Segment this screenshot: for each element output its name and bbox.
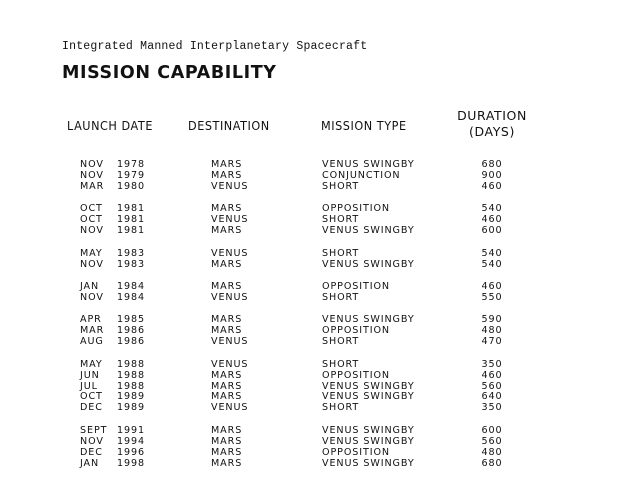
mission-type-cell: OPPOSITION <box>322 325 391 337</box>
destination-cell: VENUS <box>211 247 249 259</box>
header-destination: DESTINATION <box>188 118 270 133</box>
duration-cell: 680 <box>481 159 503 170</box>
launch-year-cell: 1981 <box>117 203 146 215</box>
launch-month-cell: NOV <box>80 159 104 170</box>
duration-cell: 540 <box>481 247 503 259</box>
mission-type-cell: SHORT <box>322 402 360 414</box>
launch-year-cell: 1981 <box>117 214 146 226</box>
duration-cell: 350 <box>481 402 503 414</box>
launch-month-cell: DEC <box>80 446 103 458</box>
table-row <box>0 181 624 192</box>
duration-cell: 460 <box>481 281 503 292</box>
mission-type-cell: VENUS SWINGBY <box>322 258 415 270</box>
launch-year-cell: 1985 <box>117 314 146 326</box>
duration-cell: 480 <box>481 325 503 337</box>
destination-cell: VENUS <box>211 402 249 414</box>
duration-cell: 350 <box>481 358 503 370</box>
destination-cell: MARS <box>211 435 243 447</box>
launch-year-cell: 1983 <box>117 247 146 259</box>
destination-cell: MARS <box>211 203 243 215</box>
mission-type-cell: VENUS SWINGBY <box>322 380 415 392</box>
mission-type-cell: SHORT <box>322 358 360 370</box>
destination-cell: MARS <box>211 258 243 270</box>
launch-year-cell: 1981 <box>117 225 146 237</box>
destination-cell: MARS <box>211 159 243 170</box>
duration-cell: 460 <box>481 180 503 192</box>
mission-type-cell: OPPOSITION <box>322 369 391 381</box>
mission-type-cell: VENUS SWINGBY <box>322 424 415 436</box>
launch-month-cell: DEC <box>80 402 103 414</box>
mission-type-cell: OPPOSITION <box>322 203 391 215</box>
mission-type-cell: CONJUNCTION <box>322 169 401 181</box>
mission-type-cell: VENUS SWINGBY <box>322 314 415 326</box>
mission-type-cell: VENUS SWINGBY <box>322 391 415 403</box>
launch-year-cell: 1988 <box>117 369 146 381</box>
duration-cell: 600 <box>481 225 503 237</box>
duration-cell: 900 <box>481 169 503 181</box>
launch-month-cell: SEPT <box>80 424 108 436</box>
duration-cell: 590 <box>481 314 503 326</box>
mission-type-cell: VENUS SWINGBY <box>322 225 415 237</box>
duration-cell: 460 <box>481 369 503 381</box>
duration-cell: 600 <box>481 424 503 436</box>
destination-cell: VENUS <box>211 214 249 226</box>
launch-year-cell: 1989 <box>117 391 146 403</box>
table-row <box>0 359 624 370</box>
table-row <box>0 248 624 259</box>
launch-year-cell: 1986 <box>117 325 146 337</box>
table-row <box>0 325 624 336</box>
destination-cell: MARS <box>211 169 243 181</box>
launch-month-cell: APR <box>80 314 102 326</box>
mission-type-cell: OPPOSITION <box>322 281 391 292</box>
duration-cell: 560 <box>481 435 503 447</box>
header-mission-type: MISSION TYPE <box>321 118 407 133</box>
launch-month-cell: NOV <box>80 291 104 303</box>
table-row <box>0 391 624 402</box>
destination-cell: MARS <box>211 325 243 337</box>
launch-year-cell: 1989 <box>117 402 146 414</box>
mission-type-cell: SHORT <box>322 214 360 226</box>
header-duration-label: DURATION <box>457 108 527 123</box>
destination-cell: MARS <box>211 225 243 237</box>
destination-cell: VENUS <box>211 291 249 303</box>
launch-year-cell: 1978 <box>117 159 146 170</box>
destination-cell: MARS <box>211 391 243 403</box>
table-row <box>0 458 624 469</box>
launch-month-cell: JUL <box>80 380 98 392</box>
table-row <box>0 203 624 214</box>
launch-month-cell: JAN <box>80 457 100 469</box>
launch-month-cell: JUN <box>80 369 100 381</box>
launch-month-cell: MAY <box>80 358 103 370</box>
document-title: MISSION CAPABILITY <box>62 63 277 83</box>
destination-cell: MARS <box>211 446 243 458</box>
launch-month-cell: JAN <box>80 281 100 292</box>
header-launch-date: LAUNCH DATE <box>67 118 153 133</box>
launch-month-cell: MAR <box>80 180 105 192</box>
launch-year-cell: 1991 <box>117 424 146 436</box>
destination-cell: MARS <box>211 424 243 436</box>
table-row <box>0 314 624 325</box>
launch-year-cell: 1988 <box>117 358 146 370</box>
table-row <box>0 225 624 236</box>
destination-cell: MARS <box>211 380 243 392</box>
launch-month-cell: OCT <box>80 214 103 226</box>
mission-type-cell: SHORT <box>322 336 360 348</box>
launch-month-cell: OCT <box>80 391 103 403</box>
table-row <box>0 159 624 170</box>
launch-year-cell: 1984 <box>117 291 146 303</box>
launch-month-cell: NOV <box>80 169 104 181</box>
launch-month-cell: NOV <box>80 435 104 447</box>
destination-cell: MARS <box>211 314 243 326</box>
launch-year-cell: 1988 <box>117 380 146 392</box>
launch-year-cell: 1996 <box>117 446 146 458</box>
destination-cell: VENUS <box>211 336 249 348</box>
launch-year-cell: 1984 <box>117 281 146 292</box>
duration-cell: 480 <box>481 446 503 458</box>
table-row <box>0 402 624 413</box>
duration-cell: 640 <box>481 391 503 403</box>
launch-year-cell: 1998 <box>117 457 146 469</box>
table-row <box>0 214 624 225</box>
mission-type-cell: SHORT <box>322 247 360 259</box>
table-row <box>0 336 624 347</box>
duration-cell: 680 <box>481 457 503 469</box>
duration-cell: 470 <box>481 336 503 348</box>
launch-month-cell: MAY <box>80 247 103 259</box>
launch-month-cell: MAR <box>80 325 105 337</box>
launch-year-cell: 1979 <box>117 169 146 181</box>
duration-cell: 540 <box>481 203 503 215</box>
table-row <box>0 281 624 292</box>
mission-type-cell: SHORT <box>322 180 360 192</box>
destination-cell: VENUS <box>211 358 249 370</box>
launch-year-cell: 1994 <box>117 435 146 447</box>
duration-cell: 550 <box>481 291 503 303</box>
launch-year-cell: 1986 <box>117 336 146 348</box>
launch-year-cell: 1980 <box>117 180 146 192</box>
header-duration-unit: (DAYS) <box>469 124 515 139</box>
table-row <box>0 370 624 381</box>
destination-cell: VENUS <box>211 180 249 192</box>
mission-type-cell: SHORT <box>322 291 360 303</box>
mission-type-cell: VENUS SWINGBY <box>322 457 415 469</box>
duration-cell: 540 <box>481 258 503 270</box>
launch-month-cell: AUG <box>80 336 104 348</box>
launch-month-cell: OCT <box>80 203 103 215</box>
table-row <box>0 259 624 270</box>
duration-cell: 460 <box>481 214 503 226</box>
mission-type-cell: VENUS SWINGBY <box>322 435 415 447</box>
mission-type-cell: VENUS SWINGBY <box>322 159 415 170</box>
destination-cell: MARS <box>211 369 243 381</box>
table-row <box>0 425 624 436</box>
duration-cell: 560 <box>481 380 503 392</box>
launch-month-cell: NOV <box>80 258 104 270</box>
table-row <box>0 292 624 303</box>
launch-month-cell: NOV <box>80 225 104 237</box>
mission-type-cell: OPPOSITION <box>322 446 391 458</box>
document-supertitle: Integrated Manned Interplanetary Spacecraft <box>62 40 368 53</box>
destination-cell: MARS <box>211 457 243 469</box>
table-row <box>0 436 624 447</box>
table-row <box>0 170 624 181</box>
destination-cell: MARS <box>211 281 243 292</box>
table-row <box>0 447 624 458</box>
table-row <box>0 381 624 392</box>
launch-year-cell: 1983 <box>117 258 146 270</box>
